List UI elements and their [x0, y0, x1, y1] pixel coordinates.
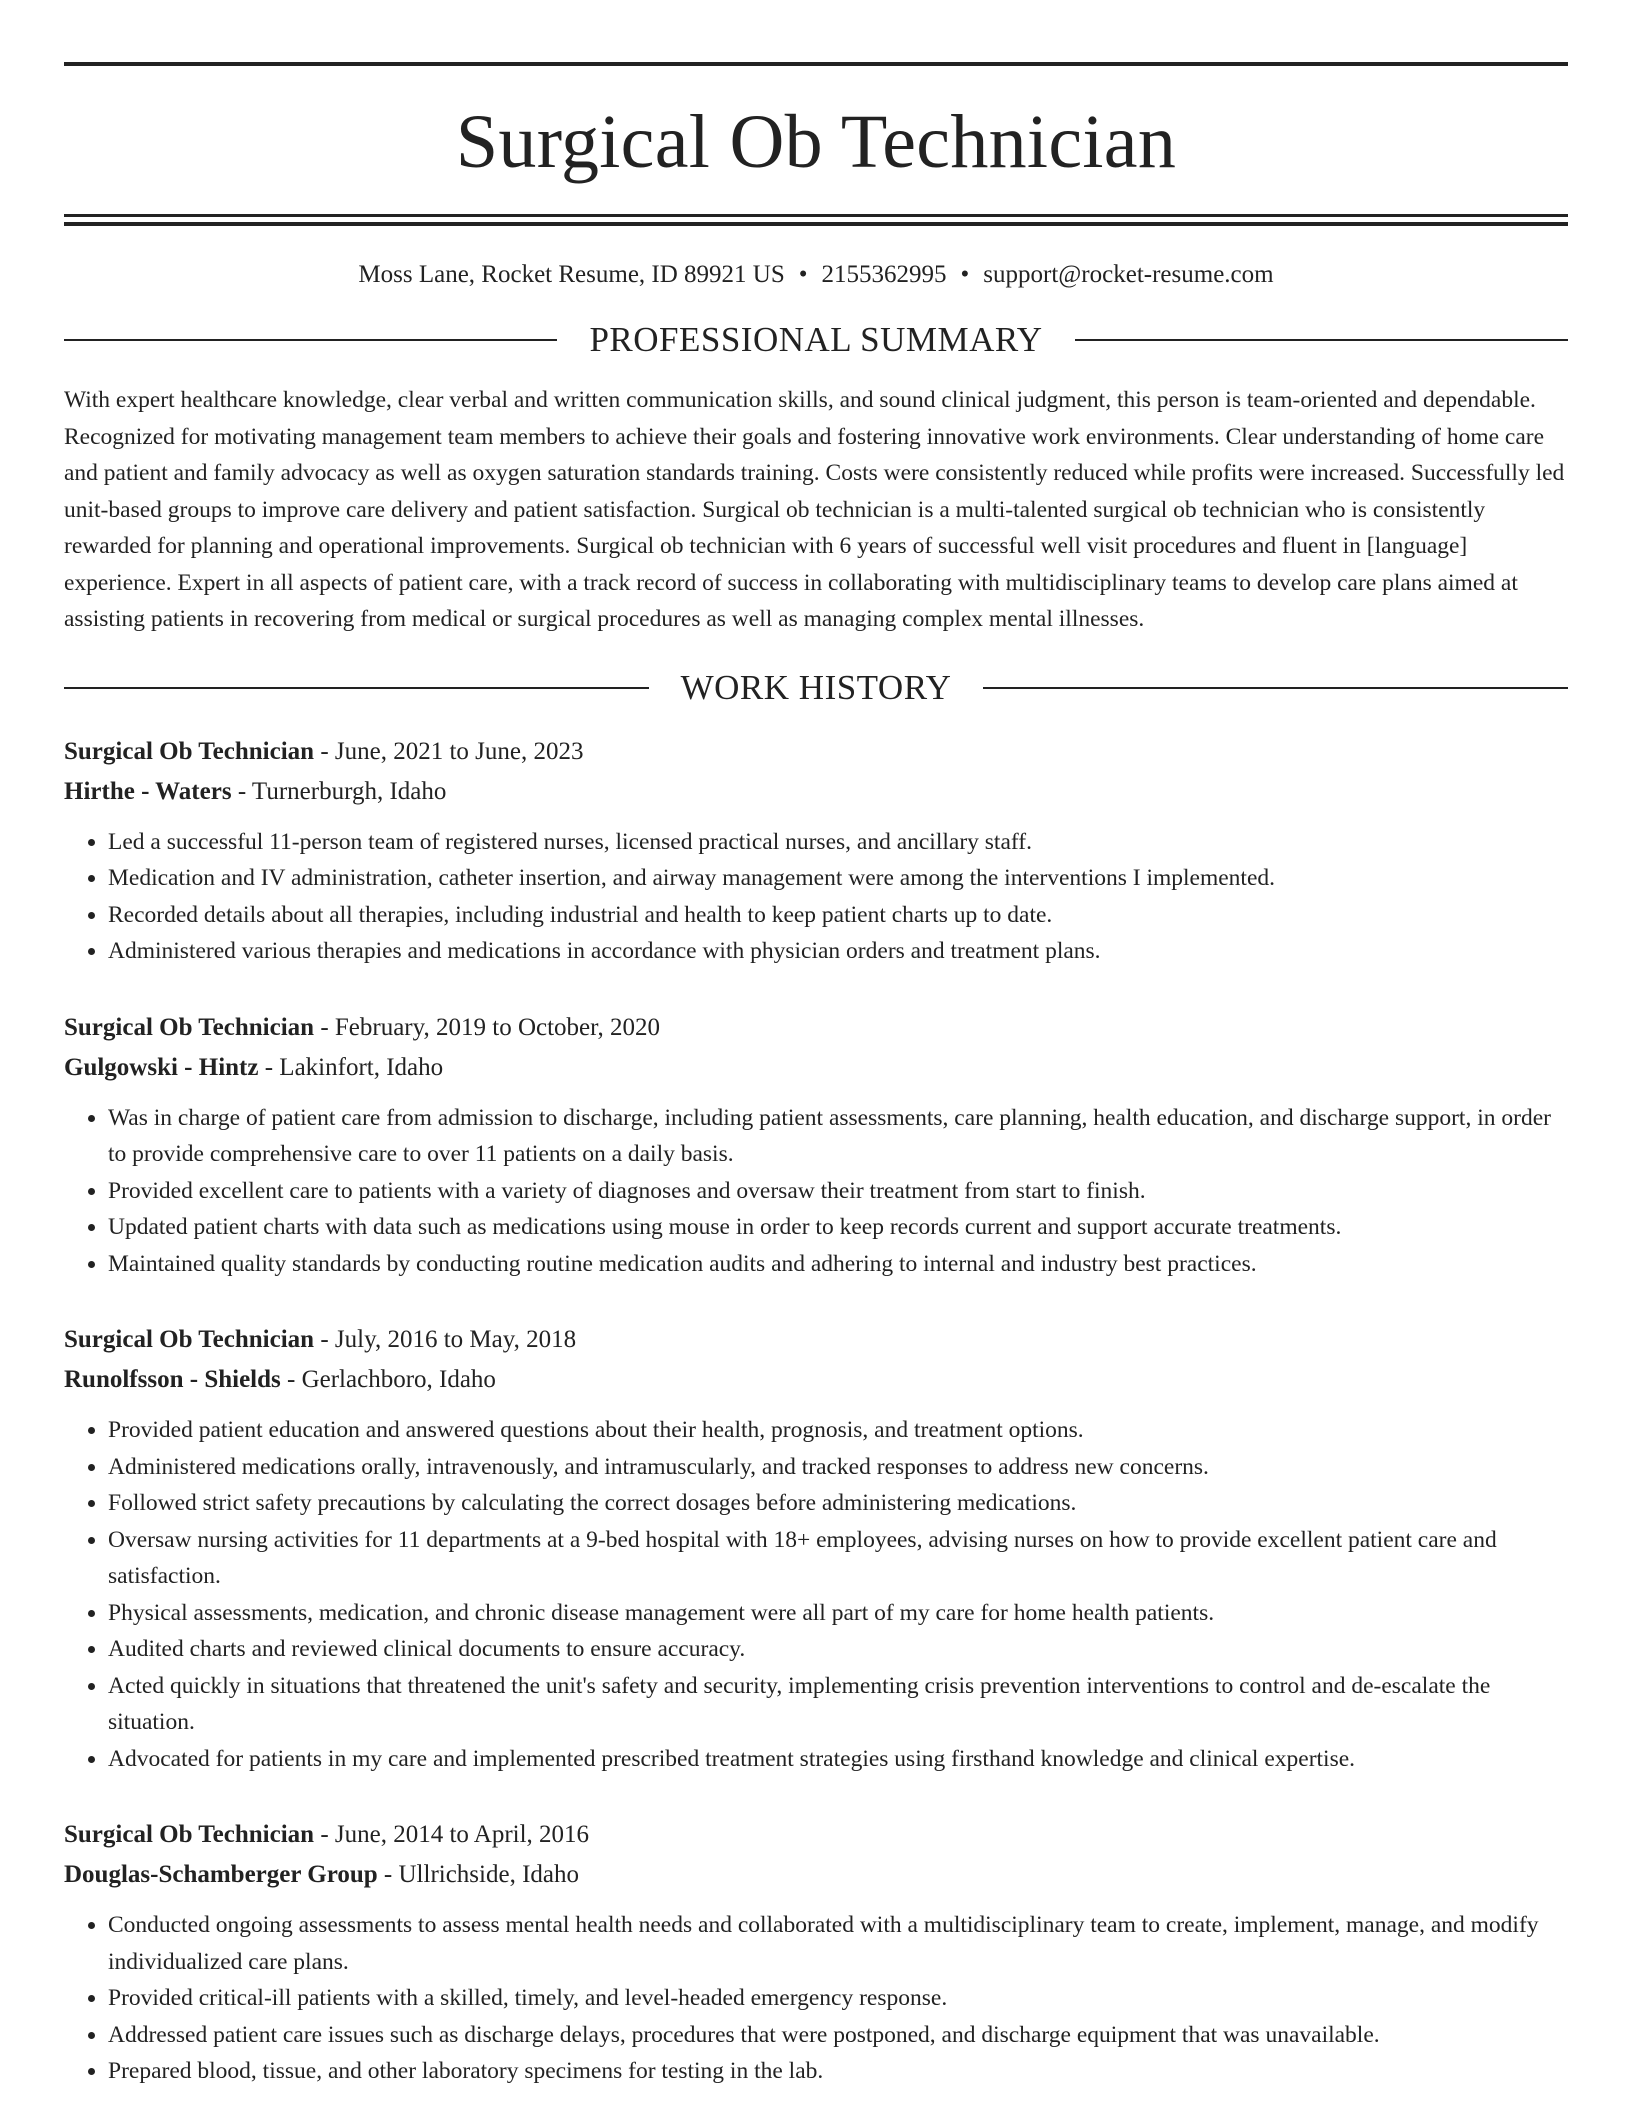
work-history-heading [64, 668, 1568, 708]
duty-item: • Oversaw nursing activities for 11 departments at a 9-bed hospital with 18+ employees, advising nurses on how to provide excellent patient care and satisfaction. [108, 1522, 1568, 1595]
contact-email: support@rocket-resume.com [983, 261, 1274, 288]
job-location: - Lakinfort, Idaho [258, 1053, 444, 1081]
job-entry [64, 1815, 1568, 2090]
summary-text: With expert healthcare knowledge, clear verbal and written communication skills, and sound clinical judgment, this person is team-oriented and dependable. Recognized for motivating management team members to achieve their goals and fostering innovative work environments. Clear understanding of home care and patient and family advocacy as well as oxygen saturation standards training. Costs were consistently reduced while profits were increased. Successfully led unit-based groups to improve care delivery and patient satisfaction. Surgical ob technician is a multi-talented surgical ob technician who is consistently rewarded for planning and operational improvements. Surgical ob technician with 6 years of successful well visit procedures and fluent in [language] experience. Expert in all aspects of patient care, with a track record of success in collaborating with multidisciplinary teams to develop care plans aimed at assisting patients in recovering from medical or surgical procedures as well as managing complex mental illnesses. [64, 387, 1565, 632]
job-entry [64, 732, 1568, 970]
duty-item: • Audited charts and reviewed clinical documents to ensure accuracy. [108, 1631, 1568, 1668]
contact-separator: • [960, 261, 970, 288]
job-location: - Ullrichside, Idaho [377, 1861, 580, 1888]
duty-item: • Medication and IV administration, catheter insertion, and airway management were among the interventions I implemented. [108, 860, 1568, 897]
job-title-line [64, 1320, 1568, 1360]
job-dates: - July, 2016 to May, 2018 [314, 1326, 577, 1353]
job-duties [64, 824, 1568, 970]
job-company: Gulgowski - Hintz [64, 1053, 259, 1081]
job-entry [64, 1008, 1568, 1283]
job-duties [64, 1412, 1568, 1777]
duty-item: • Provided critical-ill patients with a skilled, timely, and level-headed emergency response. [108, 1980, 1568, 2017]
job-entry [64, 1320, 1568, 1777]
job-title-line [64, 1008, 1568, 1048]
contact-address: Moss Lane, Rocket Resume, ID 89921 US [358, 261, 785, 288]
job-title: Surgical Ob Technician [64, 1013, 315, 1041]
summary-heading-label: PROFESSIONAL SUMMARY [589, 320, 1043, 359]
duty-item: • Recorded details about all therapies, including industrial and health to keep patient charts up to date. [108, 897, 1568, 934]
duty-item: • Conducted ongoing assessments to assess mental health needs and collaborated with a multidisciplinary team to create, implement, manage, and modify individualized care plans. [108, 1907, 1568, 1980]
duty-item: • Provided patient education and answered questions about their health, prognosis, and treatment options. [108, 1412, 1568, 1449]
job-company: Hirthe - Waters [64, 777, 232, 805]
contact-phone: 2155362995 [821, 261, 947, 288]
duty-item: • Led a successful 11-person team of registered nurses, licensed practical nurses, and ancillary staff. [108, 824, 1568, 861]
job-company: Douglas-Schamberger Group [64, 1861, 378, 1888]
heading-rule-left [64, 339, 557, 341]
job-title: Surgical Ob Technician [64, 737, 315, 765]
job-company: Runolfsson - Shields [64, 1366, 281, 1393]
resume-page [64, 62, 1568, 2090]
page-title: Surgical Ob Technician [455, 100, 1177, 184]
job-dates: - June, 2014 to April, 2016 [314, 1821, 590, 1848]
duty-item: • Addressed patient care issues such as discharge delays, procedures that were postponed, and discharge equipment that was unavailable. [108, 2017, 1568, 2054]
duty-item: • Advocated for patients in my care and implemented prescribed treatment strategies using firsthand knowledge and clinical expertise. [108, 1741, 1568, 1778]
top-rule [64, 62, 1568, 66]
duty-item: • Provided excellent care to patients with a variety of diagnoses and oversaw their treatment from start to finish. [108, 1173, 1568, 1210]
duty-item: • Followed strict safety precautions by calculating the correct dosages before administering medications. [108, 1485, 1568, 1522]
job-company-line [64, 1360, 1568, 1400]
job-duties [64, 1100, 1568, 1283]
summary-heading [64, 320, 1568, 360]
work-history-heading-label: WORK HISTORY [680, 667, 952, 707]
job-title-line [64, 1815, 1568, 1855]
job-duties [64, 1907, 1568, 2090]
job-title: Surgical Ob Technician [64, 1821, 315, 1848]
duty-item: • Acted quickly in situations that threatened the unit's safety and security, implementing crisis prevention interventions to control and de-escalate the situation. [108, 1668, 1568, 1741]
duty-item: • Administered medications orally, intravenously, and intramuscularly, and tracked responses to address new concerns. [108, 1449, 1568, 1486]
duty-item: • Physical assessments, medication, and chronic disease management were all part of my care for home health patients. [108, 1595, 1568, 1632]
job-dates: - June, 2021 to June, 2023 [314, 737, 584, 765]
job-dates: - February, 2019 to October, 2020 [314, 1013, 660, 1041]
job-location: - Turnerburgh, Idaho [231, 777, 447, 805]
duty-item: • Was in charge of patient care from admission to discharge, including patient assessments, care planning, health education, and discharge support, in order to provide comprehensive care to over 11 patients on a daily basis. [108, 1100, 1568, 1173]
duty-item: • Maintained quality standards by conducting routine medication audits and adhering to internal and industry best practices. [108, 1246, 1568, 1283]
duty-item: • Prepared blood, tissue, and other laboratory specimens for testing in the lab. [108, 2053, 1568, 2090]
title-double-rule [64, 214, 1568, 226]
job-title: Surgical Ob Technician [64, 1326, 315, 1353]
contact-line [64, 260, 1568, 290]
job-company-line [64, 772, 1568, 812]
contact-separator: • [798, 261, 808, 288]
heading-rule-right [1075, 339, 1568, 341]
duty-item: • Administered various therapies and medications in accordance with physician orders and treatment plans. [108, 933, 1568, 970]
job-title-line [64, 732, 1568, 772]
heading-rule-right [983, 687, 1568, 689]
job-location: - Gerlachboro, Idaho [280, 1366, 496, 1393]
job-company-line [64, 1855, 1568, 1895]
job-list [64, 732, 1568, 2090]
job-company-line [64, 1048, 1568, 1088]
heading-rule-left [64, 687, 649, 689]
duty-item: • Updated patient charts with data such as medications using mouse in order to keep records current and support accurate treatments. [108, 1209, 1568, 1246]
